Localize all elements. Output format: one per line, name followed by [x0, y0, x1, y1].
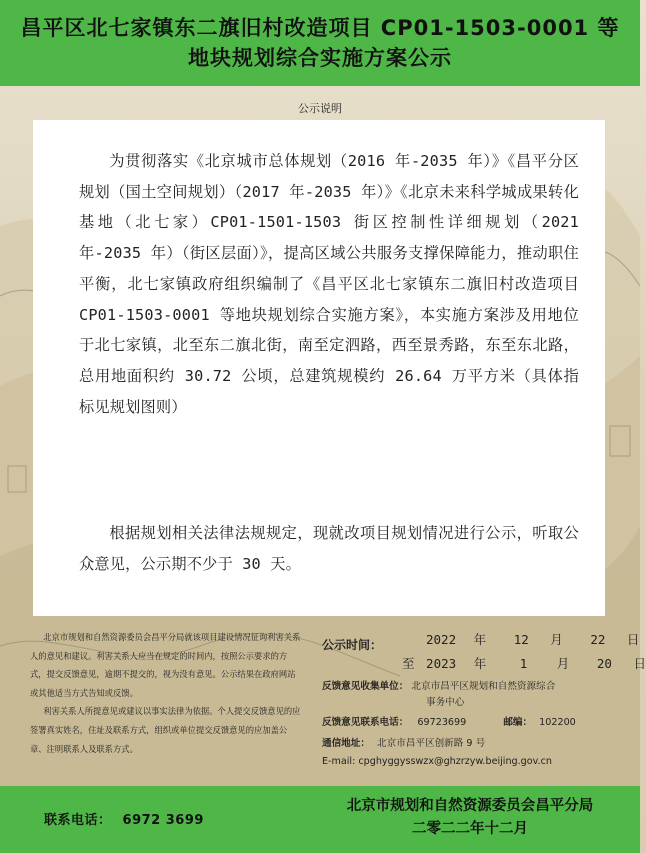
postcode-value: 102200 [539, 717, 576, 728]
notice-body-panel [33, 120, 605, 616]
page-title-line-1: 昌平区北七家镇东二旗旧村改造项目 CP01-1503-0001 等 [20, 16, 620, 40]
postcode-label: 邮编： [503, 717, 533, 728]
end-prefix: 至 [402, 656, 415, 671]
end-year: 2023 [426, 656, 457, 671]
issuing-organization [320, 795, 620, 841]
address-value: 北京市昌平区创新路 9 号 [377, 738, 486, 749]
end-day: 20 [596, 656, 612, 671]
feedback-unit-line-2: 事务中心 [426, 697, 465, 708]
feedback-unit [322, 678, 555, 692]
end-month-unit: 月 [556, 656, 570, 671]
email-value[interactable]: cpghyggysswzx@ghzrzyw.beijing.gov.cn [358, 756, 552, 767]
notice-label: 公示说明 [298, 102, 342, 115]
start-day: 22 [590, 632, 606, 647]
start-month: 12 [513, 632, 529, 647]
time-label: 公示时间： [322, 638, 383, 652]
email-label: E-mail: [322, 756, 356, 767]
end-year-unit: 年 [473, 656, 487, 671]
feedback-unit-value: 北京市昌平区规划和自然资源综合 [411, 681, 556, 692]
feedback-unit-label: 反馈意见收集单位： [322, 681, 409, 692]
start-year-unit: 年 [473, 632, 487, 647]
feedback-phone-label: 反馈意见联系电话： [322, 717, 409, 728]
contact-phone-label: 联系电话： [44, 813, 112, 828]
start-day-unit: 日 [626, 632, 640, 647]
end-date [402, 654, 646, 672]
address-label: 通信地址： [322, 738, 370, 749]
stakeholder-notes [30, 628, 302, 758]
mailing-address [322, 735, 485, 749]
end-month: 1 [519, 656, 528, 671]
contact-phone [44, 809, 204, 828]
start-date [426, 630, 639, 648]
feedback-phone [322, 714, 576, 728]
body-paragraph-1: 为贯彻落实《北京城市总体规划（2016 年-2035 年）》《昌平分区规划（国土空间规划）（2017 年-2035 年）》《北京未来科学城成果转化基地（北七家）CP01-1501-1503 街区控制性详细规划（2021 年-2035 年）（街区层面）》，提高区域公共服务支撑保障能力，推动职住平衡，北七家镇政府组织编制了《昌平区北七家镇东二旗旧村改造项目 CP01-1503-0001 等地块规划综合实施方案》，本实施方案涉及用地位于北七家镇，北至东二旗北街，南至定泗路，西至景秀路，东至东北路，总用地面积约 30.72 公顷，总建筑规模约 26.64 万平方米（具体指标见规划图则） [79, 152, 579, 416]
organization-name: 北京市规划和自然资源委员会昌平分局 [346, 798, 594, 814]
issue-date: 二零二二年十二月 [412, 821, 528, 837]
body-paragraph-2: 根据规划相关法律法规规定，现就改项目规划情况进行公示，听取公众意见，公示期不少于 30 天。 [79, 524, 579, 573]
start-month-unit: 月 [550, 632, 563, 647]
email [322, 756, 552, 767]
page-title-line-2: 地块规划综合实施方案公示 [188, 46, 452, 70]
footer-banner [0, 786, 640, 853]
stakeholder-note-2: 利害关系人所提意见或建议以事实法律为依据。个人提交反馈意见的应签署真实姓名，住址及联系方式，组织或单位提交反馈意见的应加盖公章、注明联系人及联系方式。 [30, 706, 301, 754]
start-year: 2022 [426, 632, 457, 647]
end-day-unit: 日 [633, 656, 646, 671]
stakeholder-note-1: 北京市规划和自然资源委员会昌平分局就该项目建设情况征询利害关系人的意见和建议。利害关系人应当在规定的时间内，按照公示要求的方式，提交反馈意见，逾期不提交的，视为没有意见。公示结果在政府网站或其他适当方式告知或反馈。 [30, 632, 301, 698]
contact-phone-value: 6972 3699 [122, 813, 204, 828]
title-banner [0, 0, 640, 86]
feedback-phone-value: 69723699 [417, 717, 467, 728]
